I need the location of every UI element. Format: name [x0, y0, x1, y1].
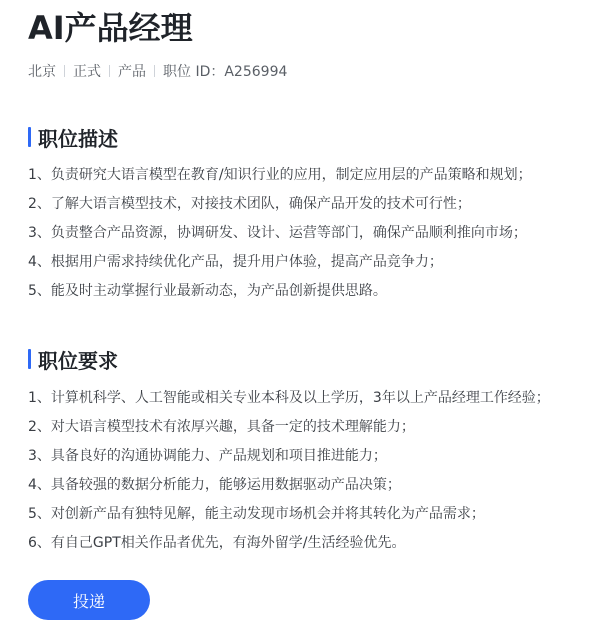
list-item: 3、具备良好的沟通协调能力、产品规划和项目推进能力；	[28, 448, 387, 464]
section-heading-requirements	[28, 346, 118, 372]
job-id: 职位 ID：A256994	[163, 64, 288, 80]
list-item: 1、计算机科学、人工智能或相关专业本科及以上学历，3年以上产品经理工作经验；	[28, 390, 550, 406]
section-title: 职位要求	[38, 348, 118, 373]
description-list	[28, 161, 532, 306]
page-title: AI产品经理	[28, 9, 193, 47]
list-item: 2、了解大语言模型技术，对接技术团队，确保产品开发的技术可行性；	[28, 196, 471, 212]
list-item: 1、负责研究大语言模型在教育/知识行业的应用，制定应用层的产品策略和规划；	[28, 167, 532, 183]
meta-divider	[64, 65, 65, 77]
section-heading-description	[28, 124, 118, 150]
list-item: 6、有自己GPT相关作品者优先，有海外留学/生活经验优先。	[28, 535, 406, 551]
job-location: 北京	[28, 64, 56, 80]
meta-divider	[109, 65, 110, 77]
list-item: 4、根据用户需求持续优化产品，提升用户体验，提高产品竞争力；	[28, 254, 443, 270]
list-item: 5、对创新产品有独特见解，能主动发现市场机会并将其转化为产品需求；	[28, 506, 485, 522]
list-item: 4、具备较强的数据分析能力，能够运用数据驱动产品决策；	[28, 477, 401, 493]
apply-button[interactable]: 投递	[28, 580, 150, 620]
section-accent-bar	[28, 127, 31, 147]
job-employment-type: 正式	[73, 64, 101, 80]
section-accent-bar	[28, 349, 31, 369]
requirements-list	[28, 384, 550, 558]
meta-divider	[154, 65, 155, 77]
list-item: 2、对大语言模型技术有浓厚兴趣，具备一定的技术理解能力；	[28, 419, 415, 435]
section-title: 职位描述	[38, 126, 118, 151]
list-item: 3、负责整合产品资源，协调研发、设计、运营等部门，确保产品顺利推向市场；	[28, 225, 527, 241]
list-item: 5、能及时主动掌握行业最新动态，为产品创新提供思路。	[28, 283, 387, 299]
job-meta	[28, 61, 287, 81]
job-category: 产品	[118, 64, 146, 80]
